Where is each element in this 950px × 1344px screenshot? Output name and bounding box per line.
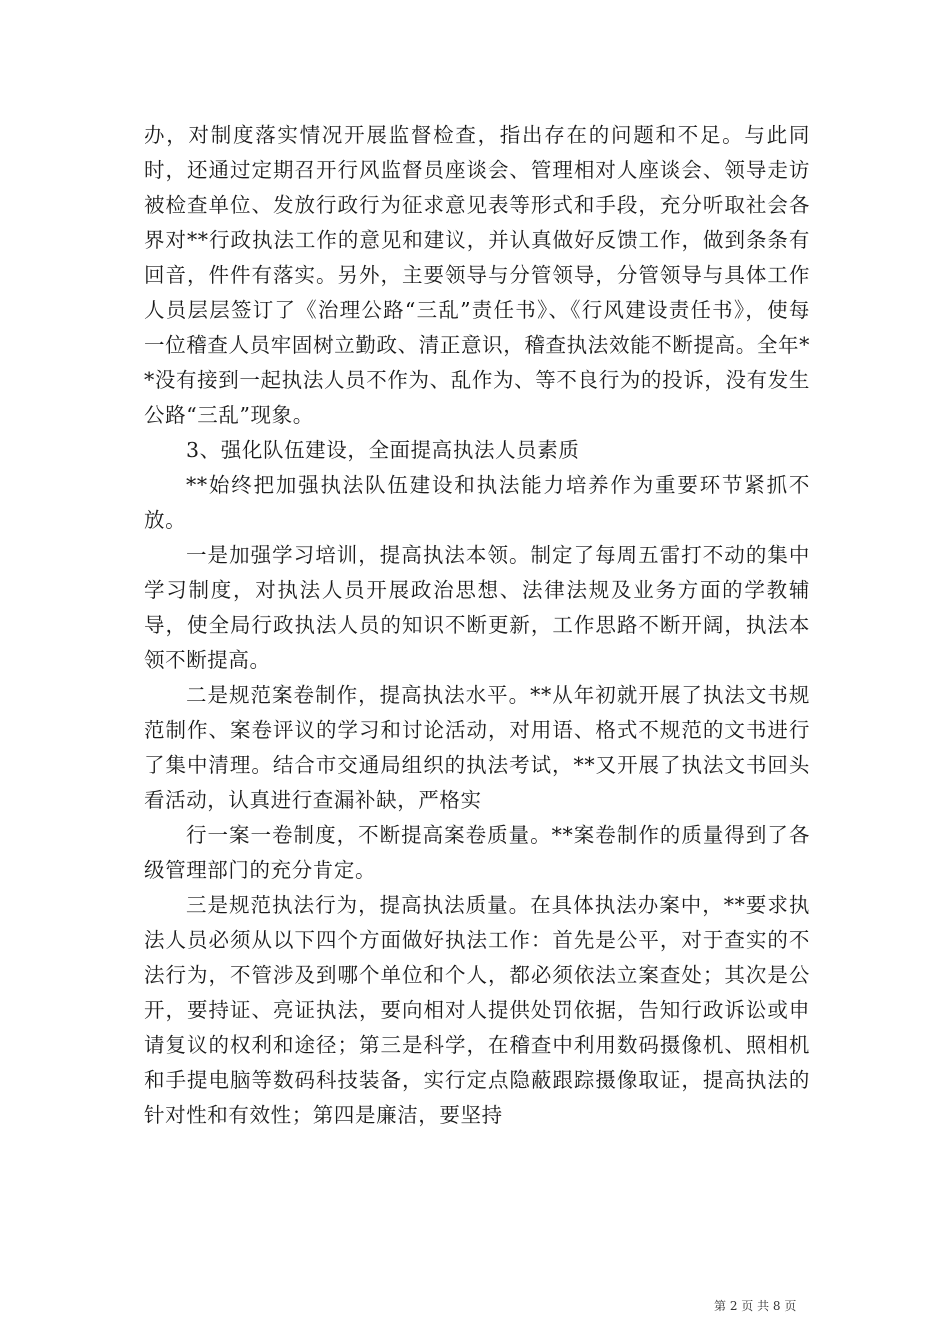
paragraph-team-intro: **始终把加强执法队伍建设和执法能力培养作为重要环节紧抓不放。 [144, 473, 810, 532]
page-number: 第 2 页 共 8 页 [714, 1299, 797, 1313]
paragraph-oversight: 办，对制度落实情况开展监督检查，指出存在的问题和不足。与此同时，还通过定期召开行风监督员座谈会、管理相对人座谈会、领导走访被检查单位、发放行政行为征求意见表等形式和手段，充分听取社会各界对**行政执法工作的意见和建议，并认真做好反馈工作，做到条条有回音，件件有落实。另外，主要领导与分管领导，分管领导与具体工作人员层层签订了《治理公路“三乱”责任书》、《行风建设责任书》，使每一位稽查人员牢固树立勤政、清正意识，稽查执法效能不断提高。全年**没有接到一起执法人员不作为、乱作为、等不良行为的投诉，没有发生公路“三乱”现象。 [144, 123, 810, 427]
paragraph-case-files: 二是规范案卷制作，提高执法水平。**从年初就开展了执法文书规范制作、案卷评议的学习和讨论活动，对用语、格式不规范的文书进行了集中清理。结合市交通局组织的执法考试，**又开展了执法文书回头看活动，认真进行查漏补缺，严格实 [144, 683, 810, 812]
paragraph-training: 一是加强学习培训，提高执法本领。制定了每周五雷打不动的集中学习制度，对执法人员开展政治思想、法律法规及业务方面的学教辅导，使全局行政执法人员的知识不断更新，工作思路不断开阔，执法本领不断提高。 [144, 543, 810, 672]
document-body [144, 118, 810, 1133]
paragraph-case-quality: 行一案一卷制度，不断提高案卷质量。**案卷制作的质量得到了各级管理部门的充分肯定。 [144, 823, 810, 882]
paragraph-enforcement-conduct: 三是规范执法行为，提高执法质量。在具体执法办案中，**要求执法人员必须从以下四个方面做好执法工作：首先是公平，对于查实的不法行为，不管涉及到哪个单位和个人，都必须依法立案查处；其次是公开，要持证、亮证执法，要向相对人提供处罚依据，告知行政诉讼或申请复议的权利和途径；第三是科学，在稽查中利用数码摄像机、照相机和手提电脑等数码科技装备，实行定点隐蔽跟踪摄像取证，提高执法的针对性和有效性；第四是廉洁，要坚持 [144, 893, 810, 1127]
section-heading-team-building: 3、强化队伍建设，全面提高执法人员素质 [186, 438, 580, 462]
